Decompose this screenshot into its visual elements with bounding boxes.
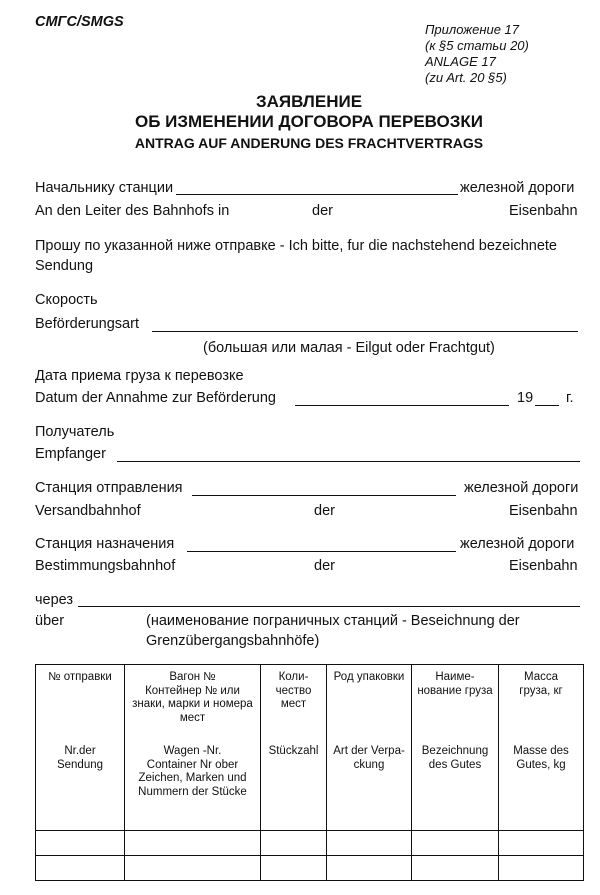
speed-hint: (большая или малая - Eilgut oder Frachtgut) [203, 340, 495, 356]
form-code: СМГС/SMGS [35, 14, 124, 30]
table-row [36, 856, 584, 881]
table-cell[interactable] [327, 831, 412, 856]
header-bottom-text [261, 745, 326, 759]
col-wagon [125, 665, 261, 831]
annex-ru-line: Приложение 17 [425, 22, 520, 37]
year-line[interactable] [535, 405, 559, 406]
request-text: Прошу по указанной ниже отправке - Ich bitte, fur die nachstehend bezeichnete [35, 238, 557, 254]
header-line: № отправки [48, 671, 112, 683]
station-head-de-label: An den Leiter des Bahnhofs in [35, 203, 230, 219]
header-top-text [327, 671, 411, 685]
border-hint-line-1: (наименование пограничных станций - Beseichnung der [146, 613, 520, 629]
accept-date-line[interactable] [295, 405, 509, 406]
col-goods-name [412, 665, 499, 831]
header-line: груза, кг [519, 684, 563, 697]
table-cell[interactable] [499, 856, 584, 881]
header-line: Контейнер № или [145, 684, 240, 697]
accept-date-ru-label: Дата приема груза к перевозке [35, 368, 244, 384]
annex-de-line: ANLAGE 17 [425, 54, 496, 69]
table-cell[interactable] [125, 856, 261, 881]
col-packaging-text [327, 665, 411, 830]
table-cell[interactable] [327, 856, 412, 881]
dep-railway-ru-label: железной дороги [464, 480, 579, 496]
railway-ru-label: железной дороги [460, 180, 575, 196]
header-line: Sendung [56, 758, 104, 771]
speed-line[interactable] [152, 331, 578, 332]
col-mass [499, 665, 584, 831]
header-top-text [412, 671, 498, 698]
dep-station-line[interactable] [192, 495, 456, 496]
header-line: Масса [523, 671, 558, 683]
header-bottom-text [499, 745, 583, 772]
border-hint-line-2: Grenzübergangsbahnhöfe) [146, 633, 320, 649]
col-mass-text [499, 665, 583, 830]
speed-ru-label: Скорость [35, 292, 98, 308]
header-line: Container Nr ober [146, 758, 239, 771]
title-line-2: ОБ ИЗМЕНЕНИИ ДОГОВОРА ПЕРЕВОЗКИ [134, 112, 484, 131]
annex-note [425, 22, 529, 86]
header-bottom-text [36, 745, 124, 772]
dep-station-de-label: Versandbahnhof [35, 503, 141, 519]
speed-de-label: Beförderungsart [35, 316, 139, 332]
col-sending-no-text [36, 665, 124, 830]
annex-ru-ref: (к §5 статьи 20) [425, 38, 529, 53]
header-line: Stückzahl [268, 745, 319, 757]
dest-station-de-label: Bestimmungsbahnhof [35, 558, 176, 574]
header-line: нование груза [417, 684, 493, 697]
header-top-text [36, 671, 124, 685]
annex-de-ref: (zu Art. 20 §5) [425, 70, 507, 85]
table-cell[interactable] [499, 831, 584, 856]
col-goods-name-text [412, 665, 498, 830]
dest-station-ru-label: Станция назначения [35, 536, 175, 552]
table-cell[interactable] [36, 831, 125, 856]
dep-der-label: der [314, 503, 335, 519]
header-bottom-text [327, 745, 411, 772]
dep-eisenbahn-label: Eisenbahn [509, 503, 578, 519]
header-line: мест [179, 711, 206, 724]
header-bottom-text [412, 745, 498, 772]
header-top-text [261, 671, 326, 712]
dest-station-line[interactable] [187, 551, 456, 552]
recipient-de-label: Empfanger [35, 446, 106, 462]
header-line: Род упаковки [333, 671, 405, 683]
col-packaging [327, 665, 412, 831]
via-de-label: über [35, 613, 65, 629]
recipient-ru-label: Получатель [35, 424, 115, 440]
title-line-1: ЗАЯВЛЕНИЕ [255, 92, 363, 111]
table-cell[interactable] [261, 831, 327, 856]
col-quantity-text [261, 665, 326, 830]
col-wagon-text [125, 665, 260, 830]
table-cell[interactable] [36, 856, 125, 881]
accept-date-de-label: Datum der Annahme zur Beförderung [35, 390, 276, 406]
col-quantity [261, 665, 327, 831]
col-sending-no [36, 665, 125, 831]
via-ru-label: через [35, 592, 74, 608]
header-line: Zeichen, Marken und [138, 772, 247, 784]
recipient-line[interactable] [117, 461, 580, 462]
der-label: der [312, 203, 333, 219]
header-line: знаки, марки и номера [132, 698, 253, 710]
header-top-text [125, 671, 260, 725]
dest-railway-ru-label: железной дороги [460, 536, 575, 552]
header-line: Wagen -Nr. [163, 745, 222, 757]
header-line: ckung [353, 758, 385, 771]
header-line: Коли- [278, 671, 309, 683]
dest-der-label: der [314, 558, 335, 574]
header-line: des Gutes [428, 758, 482, 771]
header-line: Gutes, kg [516, 758, 566, 771]
header-line: Masse des [513, 745, 569, 757]
title-line-3: ANTRAG AUF ANDERUNG DES FRACHTVERTRAGS [134, 135, 484, 151]
year-suffix: г. [566, 390, 574, 406]
table-cell[interactable] [125, 831, 261, 856]
request-text-2: Sendung [35, 258, 94, 274]
dest-eisenbahn-label: Eisenbahn [509, 558, 578, 574]
header-line: Наиме- [435, 671, 475, 683]
dep-station-ru-label: Станция отправления [35, 480, 183, 496]
table-cell[interactable] [261, 856, 327, 881]
header-bottom-text [125, 745, 260, 799]
header-top-text [499, 671, 583, 698]
year-prefix: 19 [517, 390, 534, 406]
header-line: Art der Verpa- [333, 745, 405, 757]
table-cell[interactable] [412, 856, 499, 881]
cargo-table-body [36, 831, 584, 881]
station-head-ru-label: Начальнику станции [35, 180, 174, 196]
eisenbahn-label: Eisenbahn [509, 203, 578, 219]
header-line: мест [280, 698, 307, 710]
cargo-table [35, 664, 584, 881]
header-line: Bezeichnung [421, 745, 489, 757]
cargo-table-header [36, 665, 584, 831]
table-cell[interactable] [412, 831, 499, 856]
table-row [36, 831, 584, 856]
header-line: чество [275, 684, 312, 697]
header-line: Вагон № [169, 671, 216, 683]
via-line[interactable] [78, 606, 580, 607]
header-line: Nr.der [64, 745, 96, 757]
header-line: Nummern der Stücke [138, 785, 247, 798]
station-name-line[interactable] [176, 194, 458, 195]
